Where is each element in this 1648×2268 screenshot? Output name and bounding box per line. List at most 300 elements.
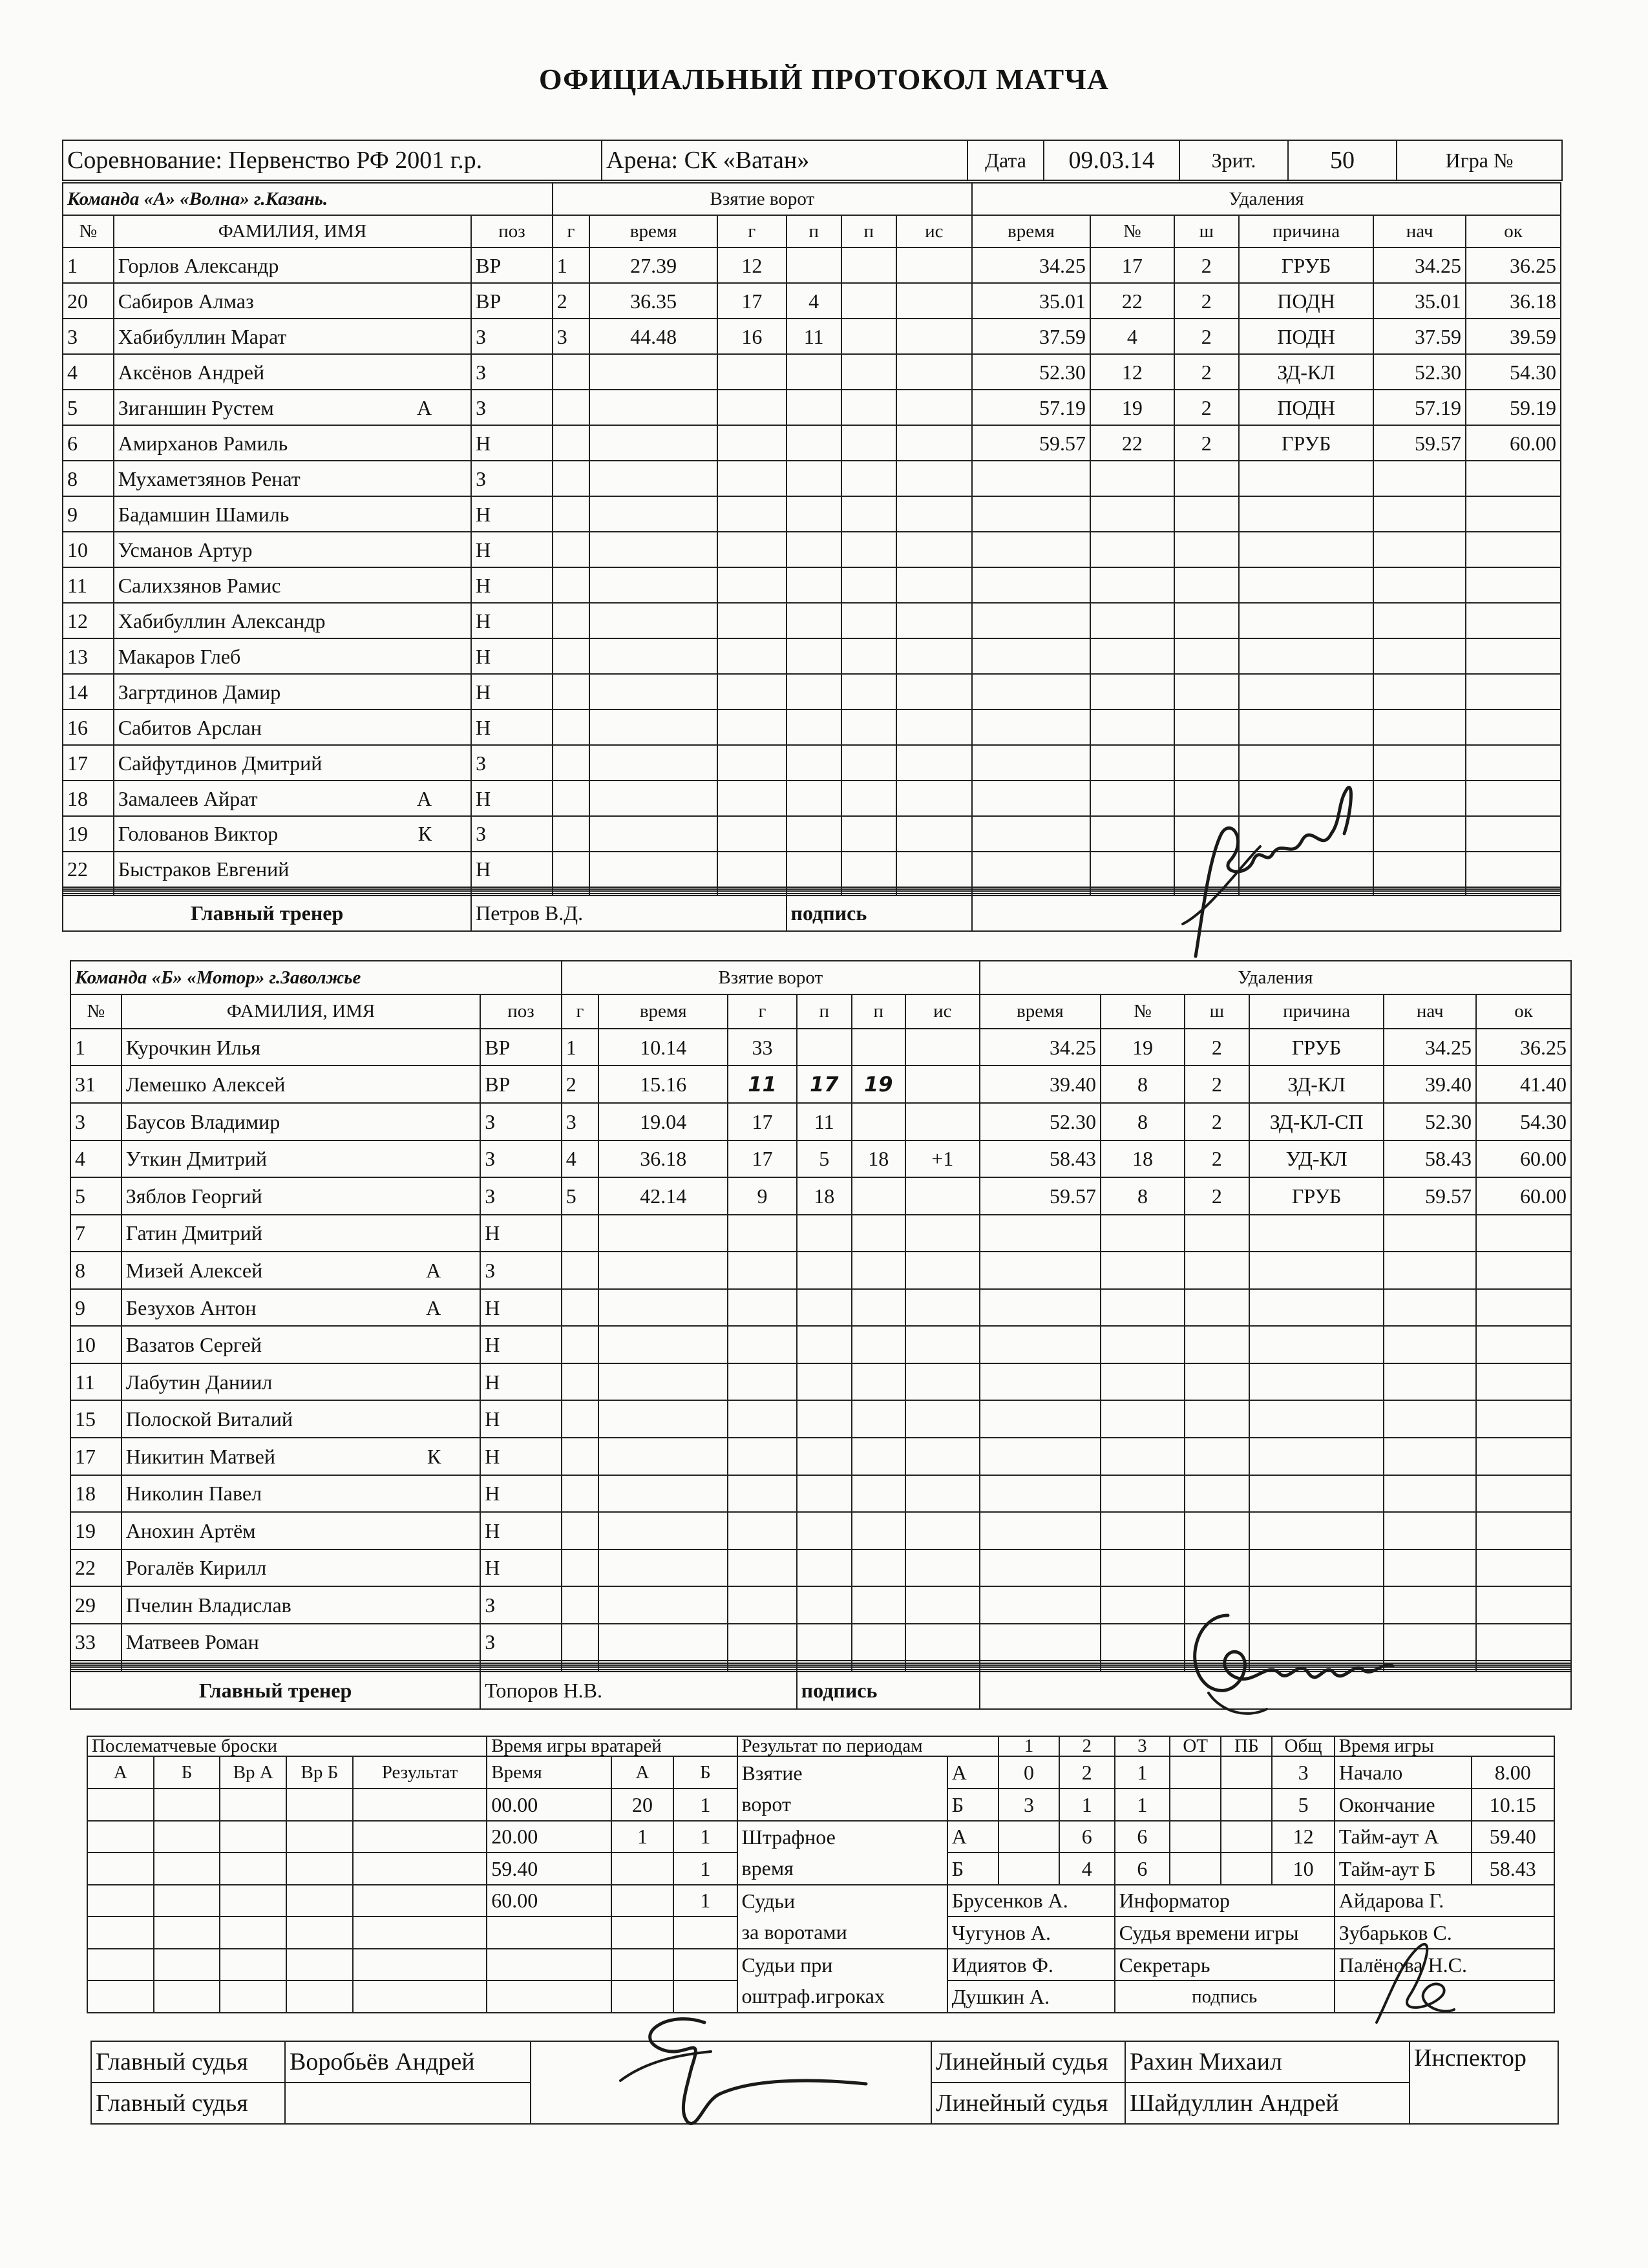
coach-name: Топоров Н.В. bbox=[480, 1672, 796, 1709]
player-position: З bbox=[471, 745, 553, 781]
col-header-pmin: ш bbox=[1185, 994, 1249, 1028]
penalty-reason bbox=[1249, 1512, 1384, 1549]
goals-b-p1: 3 bbox=[998, 1789, 1059, 1821]
penalty-reason: ГРУБ bbox=[1249, 1029, 1384, 1066]
goal-is bbox=[905, 1177, 980, 1215]
col-header-num: № bbox=[63, 215, 114, 247]
player-row bbox=[63, 354, 1561, 390]
goal-is bbox=[896, 745, 972, 781]
penalty-num bbox=[1090, 532, 1174, 567]
goal-gs bbox=[717, 425, 786, 461]
penalty-reason: ГРУБ bbox=[1249, 1177, 1384, 1215]
penalty-end: 59.19 bbox=[1466, 390, 1561, 425]
penalty-end bbox=[1476, 1586, 1571, 1624]
player-name-cell bbox=[121, 1670, 480, 1672]
goal-g: 2 bbox=[562, 1066, 598, 1103]
goal-is bbox=[905, 1326, 980, 1363]
penalty-reason bbox=[1239, 709, 1374, 745]
goal-g bbox=[553, 816, 589, 852]
player-row bbox=[70, 1475, 1571, 1513]
col-header-p2: п bbox=[841, 215, 896, 247]
pim-a-pb bbox=[1221, 1821, 1272, 1853]
goal-p1 bbox=[797, 1363, 852, 1401]
goal-p1: 5 bbox=[797, 1140, 852, 1178]
goal-gs bbox=[717, 852, 786, 887]
player-name: Сайфутдинов Дмитрий bbox=[118, 751, 322, 775]
penalty-reason bbox=[1239, 674, 1374, 709]
goal-gs bbox=[717, 354, 786, 390]
player-number: 19 bbox=[70, 1512, 121, 1549]
goals-b-p3: 1 bbox=[1115, 1789, 1170, 1821]
player-number: 18 bbox=[63, 781, 114, 816]
player-number: 5 bbox=[70, 1177, 121, 1215]
goals-b-p2: 1 bbox=[1059, 1789, 1115, 1821]
goal-p2 bbox=[852, 1103, 905, 1140]
player-name-cell bbox=[121, 1029, 480, 1066]
goal-p1 bbox=[797, 1624, 852, 1661]
penalty-reason bbox=[1249, 1586, 1384, 1624]
col-header-time: время bbox=[589, 215, 717, 247]
goal-judges-label-1: Судьи bbox=[741, 1889, 796, 1913]
goal-p2 bbox=[852, 1363, 905, 1401]
player-name-cell bbox=[121, 1215, 480, 1252]
goal-p1: 11 bbox=[797, 1103, 852, 1140]
timekeeper-label: Судья времени игры bbox=[1115, 1916, 1335, 1949]
player-name: Баусов Владимир bbox=[125, 1109, 280, 1133]
penalty-min: 2 bbox=[1185, 1029, 1249, 1066]
penalty-start: 57.19 bbox=[1373, 390, 1466, 425]
goal-g bbox=[562, 1624, 598, 1661]
box-judge-2: Душкин А. bbox=[947, 1980, 1115, 2013]
penalty-num: 19 bbox=[1090, 390, 1174, 425]
player-row bbox=[63, 283, 1561, 319]
goal-is bbox=[896, 709, 972, 745]
goal-is bbox=[896, 354, 972, 390]
goal-is bbox=[896, 638, 972, 674]
shootout-col-gkb: Вр Б bbox=[286, 1756, 353, 1789]
penalty-reason: ЗД-КЛ bbox=[1249, 1066, 1384, 1103]
penalty-start bbox=[1384, 1438, 1476, 1475]
coach-label: Главный тренер bbox=[70, 1672, 480, 1709]
player-position: ВР bbox=[471, 247, 553, 283]
goal-is bbox=[896, 283, 972, 319]
player-name: Сабиров Алмаз bbox=[118, 289, 254, 313]
period-col-3: 3 bbox=[1115, 1736, 1170, 1756]
team_a-caption: Команда «А» «Волна» г.Казань. bbox=[63, 183, 553, 215]
goal-gs bbox=[717, 532, 786, 567]
goal-time bbox=[598, 1624, 728, 1661]
goal-is bbox=[905, 1586, 980, 1624]
goal-p2 bbox=[852, 1029, 905, 1066]
game-end-label: Окончание bbox=[1335, 1789, 1472, 1821]
goals-b-ot bbox=[1170, 1789, 1221, 1821]
penalty-num bbox=[1090, 603, 1174, 638]
goal-p2 bbox=[852, 1326, 905, 1363]
penalty-start bbox=[1373, 709, 1466, 745]
goal-time: 42.14 bbox=[598, 1177, 728, 1215]
penalty-time: 59.57 bbox=[980, 1177, 1101, 1215]
goal-gs bbox=[717, 390, 786, 425]
gk-row-2-a: 1 bbox=[611, 1821, 673, 1853]
pim-label-2: время bbox=[741, 1856, 794, 1880]
goal-is bbox=[896, 319, 972, 354]
goal-g: 1 bbox=[553, 247, 589, 283]
penalty-min: 2 bbox=[1185, 1103, 1249, 1140]
penalty-reason: ПОДН bbox=[1239, 319, 1374, 354]
goal-g bbox=[553, 781, 589, 816]
col-header-p1: п bbox=[787, 215, 841, 247]
pim-a-total: 12 bbox=[1272, 1821, 1334, 1853]
goal-g bbox=[562, 1475, 598, 1513]
goals-label-1: Взятие bbox=[741, 1761, 803, 1785]
goals-b-pb bbox=[1221, 1789, 1272, 1821]
penalty-reason bbox=[1239, 638, 1374, 674]
player-role-mark: А bbox=[426, 1258, 441, 1282]
player-position: Н bbox=[471, 852, 553, 887]
penalty-min: 2 bbox=[1174, 247, 1239, 283]
penalty-reason bbox=[1249, 1326, 1384, 1363]
col-header-reason: причина bbox=[1239, 215, 1374, 247]
penalty-reason: ГРУБ bbox=[1239, 247, 1374, 283]
penalty-reason bbox=[1239, 781, 1374, 816]
goal-is bbox=[896, 496, 972, 532]
linesman-name-2: Шайдуллин Андрей bbox=[1125, 2083, 1410, 2124]
penalty-reason: УД-КЛ bbox=[1249, 1140, 1384, 1178]
player-number: 17 bbox=[63, 745, 114, 781]
penalty-end: 60.00 bbox=[1466, 425, 1561, 461]
penalty-num bbox=[1101, 1289, 1185, 1327]
pim-team-a: А bbox=[947, 1821, 998, 1853]
goal-is bbox=[905, 1029, 980, 1066]
penalty-start: 52.30 bbox=[1384, 1103, 1476, 1140]
goal-gs: 11 bbox=[728, 1066, 796, 1103]
penalty-end: 36.25 bbox=[1476, 1029, 1571, 1066]
secretary-label: Секретарь bbox=[1115, 1949, 1335, 1981]
penalty-end bbox=[1476, 1400, 1571, 1438]
penalty-reason bbox=[1249, 1363, 1384, 1401]
player-position: З bbox=[480, 1140, 562, 1178]
player-number: 3 bbox=[63, 319, 114, 354]
goal-g bbox=[553, 567, 589, 603]
goal-p2 bbox=[841, 425, 896, 461]
penalty-start: 35.01 bbox=[1373, 283, 1466, 319]
goal-is bbox=[896, 816, 972, 852]
penalty-time bbox=[980, 1438, 1101, 1475]
goals-header: Взятие ворот bbox=[562, 961, 980, 994]
player-name-cell bbox=[114, 390, 471, 425]
date-label: Дата bbox=[967, 140, 1044, 180]
player-name: Лемешко Алексей bbox=[125, 1073, 286, 1097]
penalty-min: 2 bbox=[1174, 390, 1239, 425]
goal-g: 4 bbox=[562, 1140, 598, 1178]
player-position: З bbox=[471, 390, 553, 425]
goal-p1 bbox=[787, 247, 841, 283]
period-col-ot: ОТ bbox=[1170, 1736, 1221, 1756]
player-name-cell bbox=[114, 852, 471, 887]
penalty-end bbox=[1466, 745, 1561, 781]
goal-gs bbox=[717, 816, 786, 852]
penalty-min: 2 bbox=[1185, 1140, 1249, 1178]
penalty-min bbox=[1185, 1586, 1249, 1624]
goal-g bbox=[553, 532, 589, 567]
goal-time: 44.48 bbox=[589, 319, 717, 354]
penalty-start bbox=[1384, 1549, 1476, 1587]
penalty-reason bbox=[1239, 816, 1374, 852]
game-start-label: Начало bbox=[1335, 1756, 1472, 1789]
penalty-start bbox=[1384, 1475, 1476, 1513]
player-name-cell bbox=[121, 1289, 480, 1327]
player-row bbox=[70, 1363, 1571, 1401]
pim-b-p2: 4 bbox=[1059, 1853, 1115, 1885]
player-position: Н bbox=[471, 496, 553, 532]
player-position: З bbox=[471, 461, 553, 496]
goal-time bbox=[589, 425, 717, 461]
goal-g bbox=[553, 390, 589, 425]
penalty-time bbox=[972, 709, 1090, 745]
player-name-cell bbox=[114, 319, 471, 354]
player-name: Лабутин Даниил bbox=[125, 1370, 273, 1394]
pim-b-ot bbox=[1170, 1853, 1221, 1885]
goal-p2 bbox=[841, 852, 896, 887]
goal-gs bbox=[728, 1400, 796, 1438]
pim-a-p3: 6 bbox=[1115, 1821, 1170, 1853]
player-role-mark: А bbox=[417, 395, 432, 419]
shootout-title: Послематчевые броски bbox=[87, 1736, 487, 1756]
player-name: Полоской Виталий bbox=[125, 1407, 293, 1431]
penalty-num bbox=[1090, 781, 1174, 816]
goal-p1 bbox=[797, 1549, 852, 1587]
goal-g bbox=[553, 354, 589, 390]
player-name: Матвеев Роман bbox=[125, 1630, 259, 1654]
goal-p2 bbox=[841, 532, 896, 567]
col-header-is: ис bbox=[896, 215, 972, 247]
penalty-time bbox=[972, 638, 1090, 674]
player-row bbox=[63, 781, 1561, 816]
goal-time bbox=[589, 816, 717, 852]
goal-g bbox=[553, 461, 589, 496]
goal-g bbox=[553, 638, 589, 674]
goal-p2 bbox=[841, 390, 896, 425]
goal-gs bbox=[717, 461, 786, 496]
gk-col-time: Время bbox=[487, 1756, 611, 1789]
penalty-end bbox=[1466, 674, 1561, 709]
goal-gs bbox=[717, 745, 786, 781]
inspector-label: Инспектор bbox=[1410, 2041, 1558, 2124]
penalty-end: 54.30 bbox=[1476, 1103, 1571, 1140]
goal-time bbox=[598, 1363, 728, 1401]
penalty-start bbox=[1373, 532, 1466, 567]
goal-gs bbox=[728, 1586, 796, 1624]
goal-time bbox=[598, 1475, 728, 1513]
col-header-end: ок bbox=[1466, 215, 1561, 247]
goal-p1 bbox=[787, 425, 841, 461]
player-number: 3 bbox=[70, 1103, 121, 1140]
goal-is bbox=[905, 1475, 980, 1513]
penalty-min bbox=[1174, 603, 1239, 638]
goal-p1 bbox=[787, 852, 841, 887]
goals-a-pb bbox=[1221, 1756, 1272, 1789]
player-position: Н bbox=[480, 1475, 562, 1513]
penalty-end: 36.18 bbox=[1466, 283, 1561, 319]
goal-time bbox=[589, 638, 717, 674]
col-header-pmin: ш bbox=[1174, 215, 1239, 247]
player-row bbox=[63, 567, 1561, 603]
player-name-cell bbox=[114, 709, 471, 745]
goal-gs bbox=[717, 674, 786, 709]
player-name-cell bbox=[114, 816, 471, 852]
penalty-num: 12 bbox=[1090, 354, 1174, 390]
penalty-time bbox=[980, 1624, 1101, 1661]
player-number: 15 bbox=[70, 1400, 121, 1438]
goals-label-2: ворот bbox=[741, 1792, 791, 1816]
player-name-cell bbox=[121, 1624, 480, 1661]
goal-is bbox=[896, 567, 972, 603]
penalty-start bbox=[1384, 1586, 1476, 1624]
penalty-start bbox=[1384, 1215, 1476, 1252]
player-number: 1 bbox=[70, 1029, 121, 1066]
goal-p2 bbox=[841, 816, 896, 852]
goal-g bbox=[553, 496, 589, 532]
periods-title: Результат по периодам bbox=[737, 1736, 998, 1756]
penalty-end bbox=[1466, 638, 1561, 674]
col-header-end: ок bbox=[1476, 994, 1571, 1028]
player-row bbox=[63, 852, 1561, 887]
penalty-reason: ЗД-КЛ-СП bbox=[1249, 1103, 1384, 1140]
player-name-cell bbox=[121, 1512, 480, 1549]
gk-row-4-b: 1 bbox=[673, 1885, 737, 1917]
penalty-start bbox=[1384, 1289, 1476, 1327]
penalty-min: 2 bbox=[1185, 1066, 1249, 1103]
player-row bbox=[63, 674, 1561, 709]
player-number: 8 bbox=[70, 1252, 121, 1289]
col-header-name: ФАМИЛИЯ, ИМЯ bbox=[121, 994, 480, 1028]
penalty-end bbox=[1476, 1438, 1571, 1475]
penalty-min: 2 bbox=[1174, 425, 1239, 461]
coach-name: Петров В.Д. bbox=[471, 896, 786, 931]
player-row bbox=[63, 638, 1561, 674]
goal-time bbox=[598, 1586, 728, 1624]
penalty-min bbox=[1185, 1326, 1249, 1363]
goal-g bbox=[562, 1586, 598, 1624]
player-name: Вазатов Сергей bbox=[125, 1333, 262, 1357]
penalty-time: 37.59 bbox=[972, 319, 1090, 354]
goal-gs bbox=[728, 1438, 796, 1475]
player-name-cell bbox=[114, 496, 471, 532]
goal-p2 bbox=[841, 496, 896, 532]
player-row bbox=[63, 425, 1561, 461]
penalty-reason bbox=[1239, 461, 1374, 496]
player-name: Зяблов Георгий bbox=[125, 1184, 262, 1208]
penalty-num: 8 bbox=[1101, 1066, 1185, 1103]
timekeeper-name: Зубарьков С. bbox=[1335, 1916, 1554, 1949]
informant-name: Айдарова Г. bbox=[1335, 1885, 1554, 1917]
penalty-reason bbox=[1239, 745, 1374, 781]
gk-col-a: А bbox=[611, 1756, 673, 1789]
goal-time bbox=[598, 1400, 728, 1438]
player-name-cell bbox=[114, 354, 471, 390]
goal-judge-2: Чугунов А. bbox=[947, 1916, 1115, 1949]
penalty-min bbox=[1185, 1363, 1249, 1401]
player-name-cell bbox=[121, 1363, 480, 1401]
player-name: Голованов Виктор bbox=[118, 822, 279, 846]
goals-a-ot bbox=[1170, 1756, 1221, 1789]
player-row bbox=[70, 1215, 1571, 1252]
goal-gs: 9 bbox=[728, 1177, 796, 1215]
player-position: Н bbox=[480, 1400, 562, 1438]
penalty-num: 18 bbox=[1101, 1140, 1185, 1178]
goal-g: 3 bbox=[562, 1103, 598, 1140]
penalty-min bbox=[1185, 1252, 1249, 1289]
goal-p1: 17 bbox=[797, 1066, 852, 1103]
player-row bbox=[70, 1066, 1571, 1103]
gk-row-2-b: 1 bbox=[673, 1821, 737, 1853]
penalty-time bbox=[972, 496, 1090, 532]
player-position: Н bbox=[480, 1438, 562, 1475]
goal-p2 bbox=[841, 674, 896, 709]
competition-field: Соревнование: Первенство РФ 2001 г.р. bbox=[63, 140, 602, 180]
goal-g bbox=[553, 674, 589, 709]
pim-team-b: Б bbox=[947, 1853, 998, 1885]
arena-field: Арена: СК «Ватан» bbox=[602, 140, 967, 180]
player-name: Замалеев Айрат bbox=[118, 786, 258, 810]
col-header-g: г bbox=[562, 994, 598, 1028]
pim-a-p2: 6 bbox=[1059, 1821, 1115, 1853]
goal-time bbox=[589, 709, 717, 745]
goal-p1: 18 bbox=[797, 1177, 852, 1215]
penalty-min bbox=[1185, 1549, 1249, 1587]
shootout-col-gka: Вр А bbox=[220, 1756, 286, 1789]
timeout-a-label: Тайм-аут А bbox=[1335, 1821, 1472, 1853]
coach-signature-label: подпись bbox=[797, 1672, 980, 1709]
player-position: Н bbox=[471, 674, 553, 709]
penalty-reason bbox=[1249, 1549, 1384, 1587]
player-row bbox=[70, 1252, 1571, 1289]
goal-g bbox=[562, 1289, 598, 1327]
goal-p2 bbox=[852, 1512, 905, 1549]
player-number: 9 bbox=[70, 1289, 121, 1327]
penalty-reason: ПОДН bbox=[1239, 390, 1374, 425]
penalty-time bbox=[972, 461, 1090, 496]
penalty-end: 39.59 bbox=[1466, 319, 1561, 354]
penalty-min bbox=[1174, 638, 1239, 674]
goal-p1: 11 bbox=[787, 319, 841, 354]
goal-is bbox=[905, 1363, 980, 1401]
goal-p1 bbox=[787, 674, 841, 709]
goal-gs: 33 bbox=[728, 1029, 796, 1066]
player-number: 13 bbox=[63, 638, 114, 674]
goal-p1 bbox=[787, 781, 841, 816]
col-header-ptime: время bbox=[972, 215, 1090, 247]
col-header-name: ФАМИЛИЯ, ИМЯ bbox=[114, 215, 471, 247]
player-position: Н bbox=[471, 781, 553, 816]
penalties-header: Удаления bbox=[972, 183, 1561, 215]
penalty-end bbox=[1466, 781, 1561, 816]
col-header-reason: причина bbox=[1249, 994, 1384, 1028]
penalty-start bbox=[1373, 781, 1466, 816]
goal-gs bbox=[728, 1252, 796, 1289]
goal-g bbox=[562, 1252, 598, 1289]
penalty-time bbox=[972, 567, 1090, 603]
goal-gs bbox=[717, 567, 786, 603]
player-row bbox=[63, 496, 1561, 532]
col-header-pnum: № bbox=[1090, 215, 1174, 247]
goal-time bbox=[589, 852, 717, 887]
penalty-start: 52.30 bbox=[1373, 354, 1466, 390]
player-name: Аксёнов Андрей bbox=[118, 360, 265, 384]
goal-g: 2 bbox=[553, 283, 589, 319]
goal-time bbox=[589, 496, 717, 532]
penalty-start: 59.57 bbox=[1373, 425, 1466, 461]
